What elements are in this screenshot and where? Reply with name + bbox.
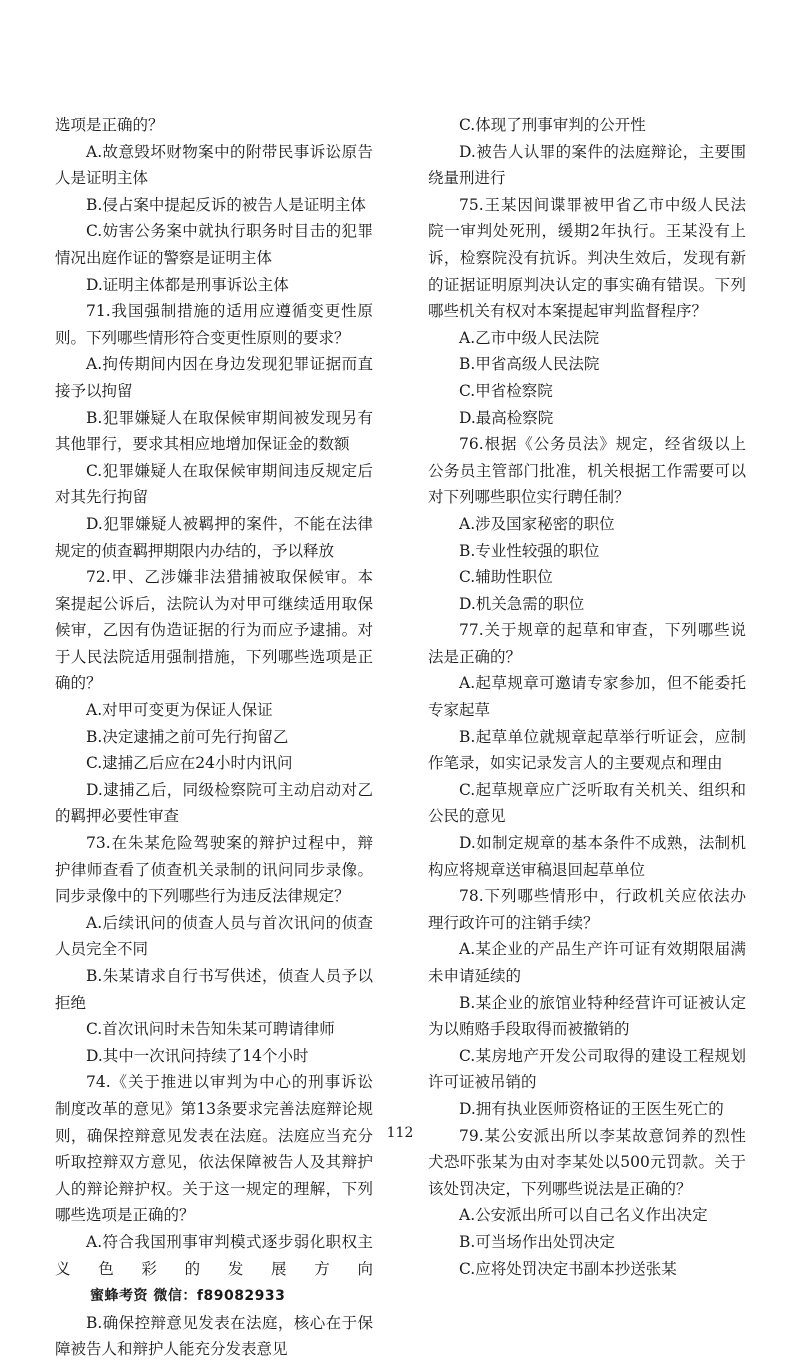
paragraph	[55, 1069, 373, 1229]
paragraph-text: A.拘传期间内因在身边发现犯罪证据而直接予以拘留	[55, 355, 373, 400]
paragraph-text: 74.《关于推进以审判为中心的刑事诉讼制度改革的意见》第13条要求完善法庭辩论规则，确保控辩意见发表在法庭。法庭应当充分听取控辩双方意见，依法保障被告人及其辩护人的辩论辩护权。关于这一规定的理解，下列哪些选项是正确的？	[55, 1073, 373, 1225]
paragraph-text: C.甲省检察院	[459, 381, 553, 400]
paragraph-text: A.某企业的产品生产许可证有效期限届满未申请延续的	[428, 940, 746, 985]
paragraph-text: 75.王某因间谍罪被甲省乙市中级人民法院一审判处死刑，缓期2年执行。王某没有上诉，检察院没有抗诉。判决生效后，发现有新的证据证明原判决认定的事实确有错误。下列哪些机关有权对本案提起审判监督程序？	[428, 195, 746, 321]
paragraph-text: B.专业性较强的职位	[459, 541, 600, 560]
paragraph	[428, 670, 746, 723]
paragraph	[55, 1310, 373, 1363]
paragraph-text: C.起草规章应广泛听取有关机关、组织和公民的意见	[428, 780, 746, 826]
paragraph-text: B.某企业的旅馆业特种经营许可证被认定为以贿赂手段取得而被撤销的	[428, 993, 746, 1039]
paragraph-text: 71.我国强制措施的适用应遵循变更性原则。下列哪些情形符合变更性原则的要求？	[55, 302, 373, 347]
paragraph-text: A.后续讯问的侦查人员与首次讯问的侦查人员完全不同	[55, 913, 373, 959]
paragraph-text: C.妨害公务案中就执行职务时目击的犯罪情况出庭作证的警察是证明主体	[55, 222, 373, 267]
paragraph	[428, 936, 746, 989]
paragraph	[55, 963, 373, 1016]
paragraph	[428, 724, 746, 777]
paragraph	[55, 697, 373, 724]
paragraph	[55, 218, 373, 271]
paragraph	[55, 112, 373, 139]
paragraph	[55, 351, 373, 404]
paragraph-text: 79.某公安派出所以李某故意饲养的烈性犬恐吓张某为由对李某处以500元罚款。关于该处罚决定，下列哪些说法是正确的？	[428, 1126, 746, 1198]
paragraph	[428, 405, 746, 432]
paragraph-text: 73.在朱某危险驾驶案的辩护过程中，辩护律师查看了侦查机关录制的讯问同步录像。同步录像中的下列哪些行为违反法律规定？	[55, 834, 373, 906]
paragraph-text: D.如制定规章的基本条件不成熟，法制机构应将规章送审稿退回起草单位	[428, 834, 746, 879]
paragraph	[55, 564, 373, 697]
paragraph	[55, 139, 373, 192]
paragraph-text: B.起草单位就规章起草举行听证会，应制作笔录，如实记录发言人的主要观点和理由	[428, 727, 746, 773]
paragraph-text: 76.根据《公务员法》规定，经省级以上公务员主管部门批准，机关根据工作需要可以对下列哪些职位实行聘任制？	[428, 435, 746, 507]
paragraph-text: A.对甲可变更为保证人保证	[86, 701, 273, 720]
paragraph-text: D.被告人认罪的案件的法庭辩论，主要围绕量刑进行	[428, 142, 746, 188]
paragraph	[428, 325, 746, 352]
paragraph-text: B.决定逮捕之前可先行拘留乙	[86, 727, 289, 746]
paragraph	[55, 272, 373, 299]
left-column	[55, 112, 373, 1363]
paragraph	[55, 298, 373, 351]
paragraph	[428, 1096, 746, 1123]
paragraph-text: C.犯罪嫌疑人在取保候审期间违反规定后对其先行拘留	[55, 461, 373, 507]
paragraph	[428, 883, 746, 936]
paragraph-text: B.甲省高级人民法院	[459, 355, 600, 374]
paragraph-text: A.故意毁坏财物案中的附带民事诉讼原告人是证明主体	[55, 142, 373, 188]
paragraph-text: D.证明主体都是刑事诉讼主体	[86, 275, 289, 294]
paragraph	[55, 405, 373, 458]
paragraph	[55, 511, 373, 564]
paragraph-text: 选项是正确的？	[55, 116, 164, 134]
paragraph-text: A.乙市中级人民法院	[459, 328, 600, 347]
paragraph-text: B.犯罪嫌疑人在取保候审期间被发现另有其他罪行，要求其相应地增加保证金的数额	[55, 408, 373, 454]
paragraph-text: D.其中一次讯问持续了14个小时	[86, 1046, 309, 1065]
right-column	[428, 112, 746, 1282]
paragraph	[428, 617, 746, 670]
paragraph-text: A.起草规章可邀请专家参加，但不能委托专家起草	[428, 674, 746, 720]
paragraph	[428, 591, 746, 618]
paragraph	[428, 1256, 746, 1283]
paragraph	[428, 511, 746, 538]
paragraph-text: B.侵占案中提起反诉的被告人是证明主体	[86, 195, 366, 214]
paragraph-text: D.最高检察院	[459, 408, 554, 427]
paragraph-text: B.朱某请求自行书写供述，侦查人员予以拒绝	[55, 967, 373, 1012]
paragraph	[428, 351, 746, 378]
paragraph	[55, 1016, 373, 1043]
paragraph-text: C.逮捕乙后应在24小时内讯问	[86, 754, 293, 773]
paragraph	[428, 830, 746, 883]
paragraph	[428, 378, 746, 405]
paragraph	[428, 112, 746, 139]
paragraph	[55, 458, 373, 511]
paragraph	[428, 990, 746, 1043]
paragraph-text: C.应将处罚决定书副本抄送张某	[459, 1259, 677, 1278]
paragraph-text: C.某房地产开发公司取得的建设工程规划许可证被吊销的	[428, 1046, 746, 1092]
paragraph-text: 78.下列哪些情形中，行政机关应依法办理行政许可的注销手续？	[428, 887, 746, 932]
paragraph	[55, 830, 373, 910]
paragraph	[55, 192, 373, 219]
paragraph	[428, 192, 746, 325]
paragraph-text: B.确保控辩意见发表在法庭，核心在于保障被告人和辩护人能充分发表意见	[55, 1313, 373, 1359]
paragraph	[428, 1202, 746, 1229]
paragraph-text: D.拥有执业医师资格证的王医生死亡的	[459, 1099, 724, 1118]
paragraph	[428, 538, 746, 565]
paragraph	[428, 564, 746, 591]
paragraph	[428, 777, 746, 830]
watermark-text: 蜜蜂考资 微信：f89082933	[90, 1288, 286, 1305]
paragraph	[55, 1229, 373, 1310]
paragraph	[428, 431, 746, 511]
paragraph-text: A.涉及国家秘密的职位	[459, 514, 615, 533]
paragraph	[55, 910, 373, 963]
paragraph-text: 77.关于规章的起草和审查，下列哪些说法是正确的？	[428, 621, 746, 666]
paragraph	[55, 724, 373, 751]
paragraph-text: B.可当场作出处罚决定	[459, 1232, 615, 1251]
paragraph-text: C.首次讯问时未告知朱某可聘请律师	[86, 1020, 335, 1039]
paragraph	[55, 777, 373, 830]
paragraph	[428, 1043, 746, 1096]
paragraph-text: D.犯罪嫌疑人被羁押的案件，不能在法律规定的侦查羁押期限内办结的，予以释放	[55, 514, 373, 560]
paragraph	[428, 139, 746, 192]
paragraph	[55, 750, 373, 777]
paragraph-text: C.体现了刑事审判的公开性	[459, 116, 646, 134]
paragraph-text: A.公安派出所可以自己名义作出决定	[459, 1206, 708, 1225]
page-number: 112	[386, 1125, 414, 1141]
paragraph-text: A.符合我国刑事审判模式逐步弱化职权主义色彩的发展方向	[55, 1232, 373, 1278]
paragraph-text: 72.甲、乙涉嫌非法猎捕被取保候审。本案提起公诉后，法院认为对甲可继续适用取保候审，乙因有伪造证据的行为而应予逮捕。对于人民法院适用强制措施，下列哪些选项是正确的？	[55, 568, 373, 693]
paragraph-text: C.辅助性职位	[459, 568, 553, 587]
paragraph-text: D.机关急需的职位	[459, 594, 585, 613]
paragraph	[428, 1229, 746, 1256]
paragraph	[55, 1043, 373, 1070]
paragraph-text: D.逮捕乙后，同级检察院可主动启动对乙的羁押必要性审查	[55, 780, 373, 826]
